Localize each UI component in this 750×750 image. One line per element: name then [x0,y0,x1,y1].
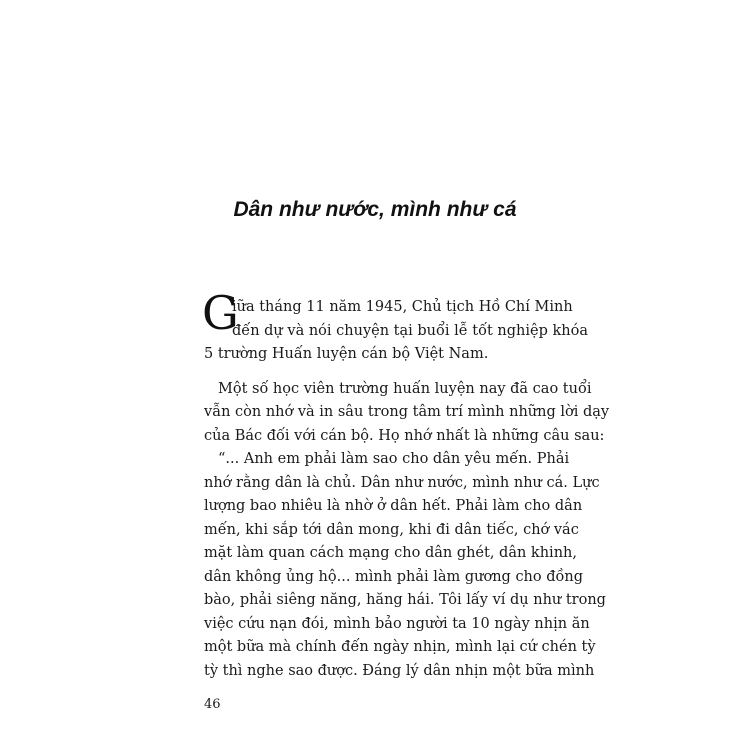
text-line: Một số học viên trường huấn luyện nay đã cao tuổi [218,380,592,397]
paragraph-1 [202,286,588,367]
text-line: mặt làm quan cách mạng cho dân ghét, dân khinh, [204,545,577,561]
text-line: nhớ rằng dân là chủ. Dân như nước, mình như cá. Lực [204,474,600,491]
text-line: đến dự và nói chuyện tại buổi lễ tốt nghiệp khóa [232,322,588,339]
text-line: iữa tháng 11 năm 1945, Chủ tịch Hồ Chí Minh [232,299,573,315]
text-line: một bữa mà chính đến ngày nhịn, mình lại cứ chén tỳ [204,639,596,655]
text-line: mến, khi sắp tới dân mong, khi đi dân tiếc, chớ vác [204,521,579,538]
text-line: dân không ủng hộ... mình phải làm gương cho đồng [204,568,584,585]
paragraph-3 [204,448,606,683]
text-line: 5 trường Huấn luyện cán bộ Việt Nam. [204,346,489,362]
text-line: tỳ thì nghe sao được. Đáng lý dân nhịn một bữa mình [204,662,595,679]
text-line: lượng bao nhiêu là nhờ ở dân hết. Phải làm cho dân [204,498,583,514]
text-line: vẫn còn nhớ và in sâu trong tâm trí mình những lời dạy [204,404,610,420]
drop-cap: G [202,286,239,340]
text-line: bào, phải siêng năng, hăng hái. Tôi lấy ví dụ như trong [204,592,606,608]
page-number: 46 [204,697,221,712]
paragraph-2 [204,378,610,449]
text-line: của Bác đối với cán bộ. Họ nhớ nhất là những câu sau: [204,427,605,444]
body-text [202,286,610,683]
chapter-title: Dân như nước, mình như cá [233,198,517,221]
text-line: “... Anh em phải làm sao cho dân yêu mến. Phải [218,451,570,467]
text-line: việc cứu nạn đói, mình bảo người ta 10 ngày nhịn ăn [204,615,590,632]
